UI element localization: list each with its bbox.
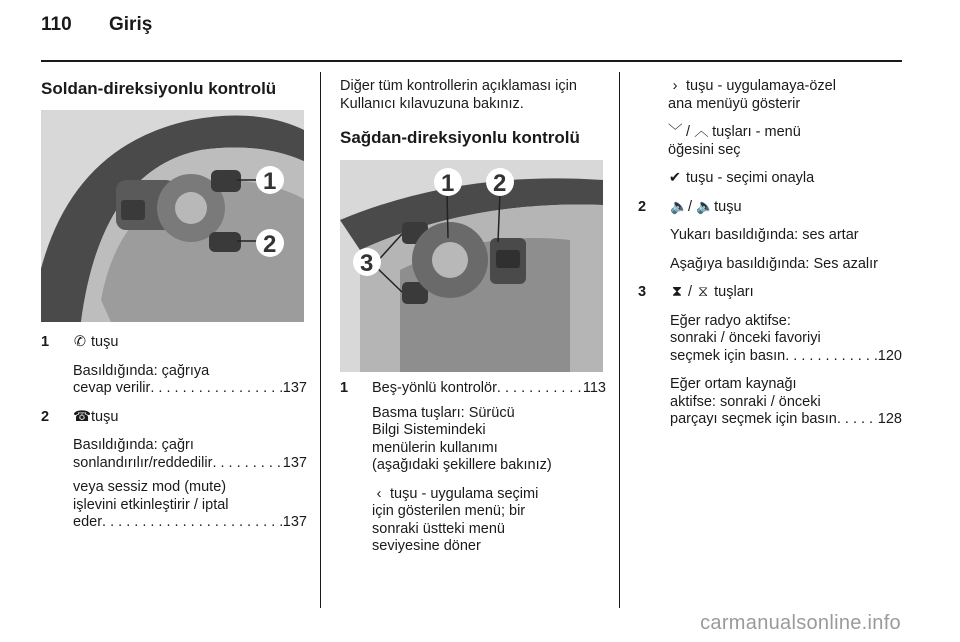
page-ref: 137 xyxy=(282,380,307,396)
item-number: 3 xyxy=(638,284,647,300)
middle-column xyxy=(340,78,606,147)
item-text: (aşağıdaki şekillere bakınız) xyxy=(372,457,552,473)
left-heading: Soldan-direksiyonlu kontrolü xyxy=(41,79,277,98)
right-column xyxy=(638,78,902,429)
right-steering-figure xyxy=(340,160,603,372)
chevron-left-icon: ‹ xyxy=(376,485,382,502)
item-text: işlevini etkinleştirir / iptal xyxy=(73,496,229,513)
volume-down-icon: 🔈 xyxy=(696,198,715,215)
chevron-down-icon: ﹀ xyxy=(668,124,683,140)
column-divider-1 xyxy=(320,72,321,608)
item-text: tuşu - uygulama seçimi xyxy=(390,485,539,502)
page-ref: 137 xyxy=(282,454,307,471)
left-item-1 xyxy=(41,334,307,398)
item-text: ana menüyü gösterir xyxy=(668,95,801,112)
item-title: tuşu xyxy=(91,334,119,350)
next-icon: ⧗ xyxy=(671,284,683,300)
intro-text: Diğer tüm kontrollerin açıklaması için xyxy=(340,78,577,94)
column-divider-2 xyxy=(619,72,620,608)
right-callout-3: 3 xyxy=(360,250,374,277)
volume-up-icon: 🔈 xyxy=(670,198,689,215)
right-item-3 xyxy=(638,284,902,429)
header-rule xyxy=(41,60,902,62)
left-column xyxy=(41,80,307,98)
item-text: cevap verilir xyxy=(73,380,151,396)
phone-icon: ✆ xyxy=(73,334,87,350)
item-text: Eğer ortam kaynağı xyxy=(670,376,797,392)
left-item-2 xyxy=(41,409,307,532)
item-text: sonraki / önceki favoriyi xyxy=(670,330,821,346)
checkmark-icon: ✔ xyxy=(668,170,682,186)
item-text: Aşağıya basıldığında: Ses azalır xyxy=(670,255,878,272)
middle-items xyxy=(340,380,606,556)
item-text: veya sessiz mod (mute) xyxy=(73,479,227,495)
item-number: 2 xyxy=(638,198,647,215)
watermark: carmanualsonline.info xyxy=(700,612,901,634)
item-text: parçayı seçmek için basın xyxy=(670,411,837,427)
item-number: 2 xyxy=(41,408,50,425)
page-ref: 113 xyxy=(582,380,606,396)
hangup-icon: ☎ xyxy=(73,408,92,425)
right-callout-2: 2 xyxy=(493,170,507,197)
item-text: Basma tuşları: Sürücü xyxy=(372,404,515,421)
item-number: 1 xyxy=(41,334,50,350)
left-callout-1: 1 xyxy=(263,168,277,195)
item-text: seçmek için basın xyxy=(670,347,786,364)
page-title: Giriş xyxy=(109,14,153,35)
page-ref: 137 xyxy=(282,514,307,530)
chevron-up-icon: ︿ xyxy=(694,124,709,140)
middle-heading: Sağdan-direksiyonlu kontrolü xyxy=(340,128,580,147)
item-title: Beş-yönlü kontrolör xyxy=(372,380,497,396)
item-text: sonlandırılır/reddedilir xyxy=(73,454,213,471)
item-text: eder xyxy=(73,514,103,530)
item-title: tuşu xyxy=(91,408,119,425)
item-text: Eğer radyo aktifse: xyxy=(670,312,791,329)
separator: / xyxy=(686,124,691,140)
previous-icon: ⧖ xyxy=(698,284,709,300)
item-text: Yukarı basıldığında: ses artar xyxy=(670,227,859,243)
page-number: 110 xyxy=(41,14,72,35)
item-text: Basıldığında: çağrıya xyxy=(73,362,210,379)
item-title: tuşları xyxy=(714,284,754,300)
left-callout-2: 2 xyxy=(263,231,277,258)
left-steering-figure xyxy=(41,110,304,322)
item-text: sonraki üstteki menü xyxy=(372,520,505,537)
steering-wheel-right-image xyxy=(340,160,603,372)
item-text: aktifse: sonraki / önceki xyxy=(670,393,821,410)
left-items xyxy=(41,334,307,532)
separator: / xyxy=(688,198,693,215)
item-text: öğesini seç xyxy=(668,141,741,158)
right-callout-1: 1 xyxy=(441,170,455,197)
item-text: tuşu - uygulamaya-özel xyxy=(686,78,836,94)
chevron-right-icon: › xyxy=(672,78,678,94)
steering-wheel-left-image xyxy=(41,110,304,322)
item-title: tuşu xyxy=(714,198,742,215)
item-text: Bilgi Sistemindeki xyxy=(372,422,486,438)
item-number: 1 xyxy=(340,380,349,396)
item-text: tuşu - seçimi onayla xyxy=(686,170,815,186)
item-text: için gösterilen menü; bir xyxy=(372,503,526,519)
middle-item-1 xyxy=(340,380,606,556)
intro-text: Kullanıcı kılavuzuna bakınız. xyxy=(340,95,524,112)
item-text: seviyesine döner xyxy=(372,538,481,554)
right-item-2 xyxy=(638,199,902,274)
item-text: tuşları - menü xyxy=(712,124,801,140)
item-text: Basıldığında: çağrı xyxy=(73,437,194,453)
separator: / xyxy=(688,284,693,300)
page-header xyxy=(41,14,152,36)
page-ref: 120 xyxy=(877,347,902,364)
item-text: menülerin kullanımı xyxy=(372,439,498,456)
page-ref: 128 xyxy=(877,411,902,427)
right-subitems xyxy=(638,78,902,188)
